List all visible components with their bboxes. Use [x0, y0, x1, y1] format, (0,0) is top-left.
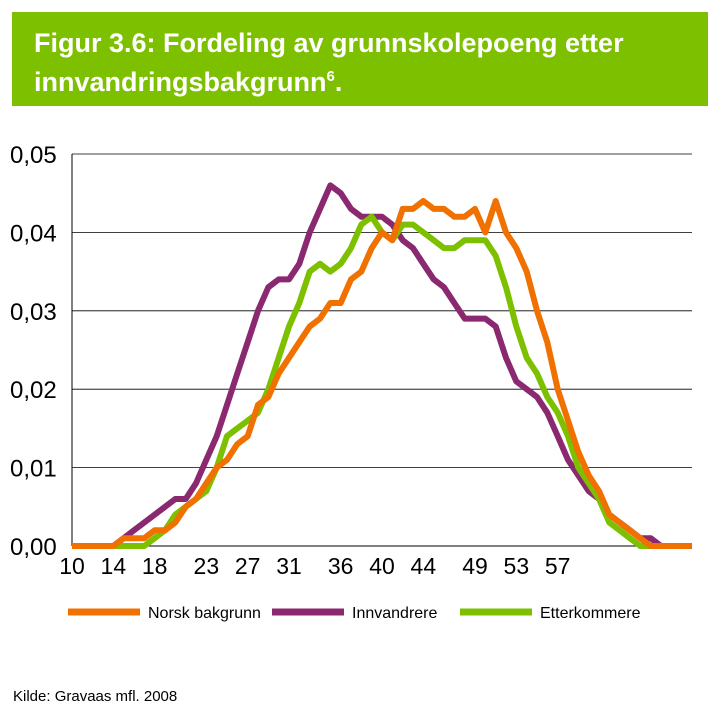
source-note: Kilde: Gravaas mfl. 2008	[13, 688, 178, 705]
legend-label: Etterkommere	[540, 605, 641, 622]
x-tick-label: 44	[410, 553, 437, 579]
line-chart	[0, 130, 720, 670]
legend-label: Norsk bakgrunn	[148, 605, 261, 622]
y-tick-label: 0,02	[10, 377, 57, 405]
figure-title-banner	[12, 12, 708, 106]
y-tick-label: 0,03	[10, 298, 57, 326]
x-tick-label: 31	[276, 553, 302, 579]
x-tick-label: 57	[544, 553, 571, 579]
x-tick-label: 40	[369, 553, 395, 579]
x-tick-label: 10	[59, 553, 85, 579]
y-tick-label: 0,05	[10, 142, 57, 169]
chart-area	[0, 130, 720, 670]
y-tick-label: 0,04	[10, 220, 57, 248]
y-tick-label: 0,01	[10, 455, 57, 483]
figure-title	[34, 26, 684, 99]
x-tick-label: 18	[141, 553, 168, 579]
y-tick-label: 0,00	[10, 534, 57, 561]
x-tick-label: 27	[234, 553, 261, 579]
x-tick-label: 53	[503, 553, 530, 579]
title-period: .	[334, 67, 343, 97]
x-tick-label: 23	[193, 553, 220, 579]
footnote-marker: 6	[326, 68, 335, 85]
x-tick-label: 36	[327, 553, 354, 579]
x-tick-label: 49	[462, 553, 488, 579]
legend-label: Innvandrere	[352, 605, 438, 622]
series-line-norsk-bakgrunn	[72, 201, 692, 546]
x-tick-label: 14	[100, 553, 127, 579]
figure-title-text: Figur 3.6: Fordeling av grunnskolepoeng etter innvandringsbakgrunn	[34, 28, 624, 97]
